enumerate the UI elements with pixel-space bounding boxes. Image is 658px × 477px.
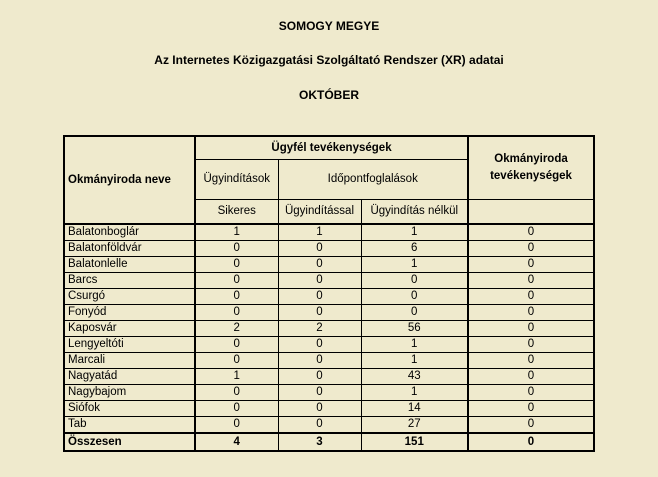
without-initiation-cell: 14 — [361, 400, 468, 416]
office-name-cell: Balatonföldvár — [64, 240, 195, 256]
completed-cell: 0 — [468, 352, 594, 368]
office-name-cell: Balatonboglár — [64, 224, 195, 241]
county-title: SOMOGY MEGYE — [278, 19, 380, 33]
with-initiation-cell: 0 — [278, 400, 361, 416]
total-row — [64, 433, 594, 451]
table-row — [64, 352, 594, 368]
without-initiation-cell: 0 — [361, 288, 468, 304]
with-initiation-cell: 0 — [278, 272, 361, 288]
office-name-cell: Fonyód — [64, 304, 195, 320]
office-name-cell: Marcali — [64, 352, 195, 368]
without-initiation-cell: 0 — [361, 272, 468, 288]
completed-cell: 0 — [468, 256, 594, 272]
group-header-client: Ügyfél tevékenységek — [195, 136, 468, 159]
statistics-table — [63, 135, 595, 452]
col-header-with-initiation: Ügyindítással — [278, 199, 361, 224]
completed-cell: 0 — [468, 400, 594, 416]
with-initiation-cell: 0 — [278, 288, 361, 304]
with-initiation-cell: 0 — [278, 304, 361, 320]
successful-cell: 0 — [195, 416, 278, 433]
without-initiation-cell: 1 — [361, 224, 468, 241]
with-initiation-cell: 0 — [278, 336, 361, 352]
office-name-cell: Barcs — [64, 272, 195, 288]
table-row — [64, 320, 594, 336]
office-name-cell: Siófok — [64, 400, 195, 416]
total-completed-cell: 0 — [468, 433, 594, 451]
without-initiation-cell: 27 — [361, 416, 468, 433]
completed-cell: 0 — [468, 368, 594, 384]
total-without-initiation-cell: 151 — [361, 433, 468, 451]
successful-cell: 0 — [195, 240, 278, 256]
with-initiation-cell: 1 — [278, 224, 361, 241]
table-row — [64, 336, 594, 352]
without-initiation-cell: 43 — [361, 368, 468, 384]
without-initiation-cell: 1 — [361, 336, 468, 352]
completed-cell: 0 — [468, 416, 594, 433]
successful-cell: 1 — [195, 224, 278, 241]
completed-cell: 0 — [468, 224, 594, 241]
table-row — [64, 288, 594, 304]
report-subtitle: Az Internetes Közigazgatási Szolgáltató Rendszer (XR) adatai — [154, 53, 504, 67]
total-successful-cell: 4 — [195, 433, 278, 451]
table-row — [64, 400, 594, 416]
successful-cell: 0 — [195, 336, 278, 352]
table-row — [64, 272, 594, 288]
table-row — [64, 304, 594, 320]
table-row — [64, 384, 594, 400]
without-initiation-cell: 6 — [361, 240, 468, 256]
successful-cell: 0 — [195, 304, 278, 320]
successful-cell: 0 — [195, 272, 278, 288]
office-name-cell: Balatonlelle — [64, 256, 195, 272]
successful-cell: 1 — [195, 368, 278, 384]
table-row — [64, 416, 594, 433]
subheader-appointments: Időpontfoglalások — [278, 159, 468, 199]
with-initiation-cell: 0 — [278, 256, 361, 272]
with-initiation-cell: 0 — [278, 384, 361, 400]
table-body — [64, 224, 594, 451]
with-initiation-cell: 0 — [278, 240, 361, 256]
office-name-cell: Csurgó — [64, 288, 195, 304]
table-row — [64, 240, 594, 256]
completed-cell: 0 — [468, 336, 594, 352]
month-title: OKTÓBER — [299, 88, 359, 102]
subheader-initiations: Ügyindítások — [195, 159, 278, 199]
completed-cell: 0 — [468, 240, 594, 256]
completed-cell: 0 — [468, 304, 594, 320]
table-row — [64, 256, 594, 272]
without-initiation-cell: 1 — [361, 352, 468, 368]
total-with-initiation-cell: 3 — [278, 433, 361, 451]
completed-cell: 0 — [468, 288, 594, 304]
table-row — [64, 368, 594, 384]
with-initiation-cell: 0 — [278, 416, 361, 433]
successful-cell: 0 — [195, 352, 278, 368]
with-initiation-cell: 0 — [278, 368, 361, 384]
completed-cell: 0 — [468, 384, 594, 400]
col-header-office: Okmányiroda neve — [64, 136, 195, 224]
without-initiation-cell: 56 — [361, 320, 468, 336]
col-header-completed-cell — [468, 199, 594, 224]
office-name-cell: Kaposvár — [64, 320, 195, 336]
table-row — [64, 224, 594, 241]
successful-cell: 0 — [195, 400, 278, 416]
successful-cell: 0 — [195, 288, 278, 304]
without-initiation-cell: 1 — [361, 256, 468, 272]
office-name-cell: Nagyatád — [64, 368, 195, 384]
without-initiation-cell: 0 — [361, 304, 468, 320]
successful-cell: 0 — [195, 256, 278, 272]
completed-cell: 0 — [468, 272, 594, 288]
col-header-successful: Sikeres — [195, 199, 278, 224]
total-label-cell: Összesen — [64, 433, 195, 451]
without-initiation-cell: 1 — [361, 384, 468, 400]
with-initiation-cell: 2 — [278, 320, 361, 336]
successful-cell: 2 — [195, 320, 278, 336]
successful-cell: 0 — [195, 384, 278, 400]
with-initiation-cell: 0 — [278, 352, 361, 368]
office-name-cell: Tab — [64, 416, 195, 433]
col-header-without-initiation: Ügyindítás nélkül — [361, 199, 468, 224]
office-name-cell: Nagybajom — [64, 384, 195, 400]
group-header-office: Okmányiroda tevékenységek — [468, 136, 594, 199]
completed-cell: 0 — [468, 320, 594, 336]
office-name-cell: Lengyeltóti — [64, 336, 195, 352]
